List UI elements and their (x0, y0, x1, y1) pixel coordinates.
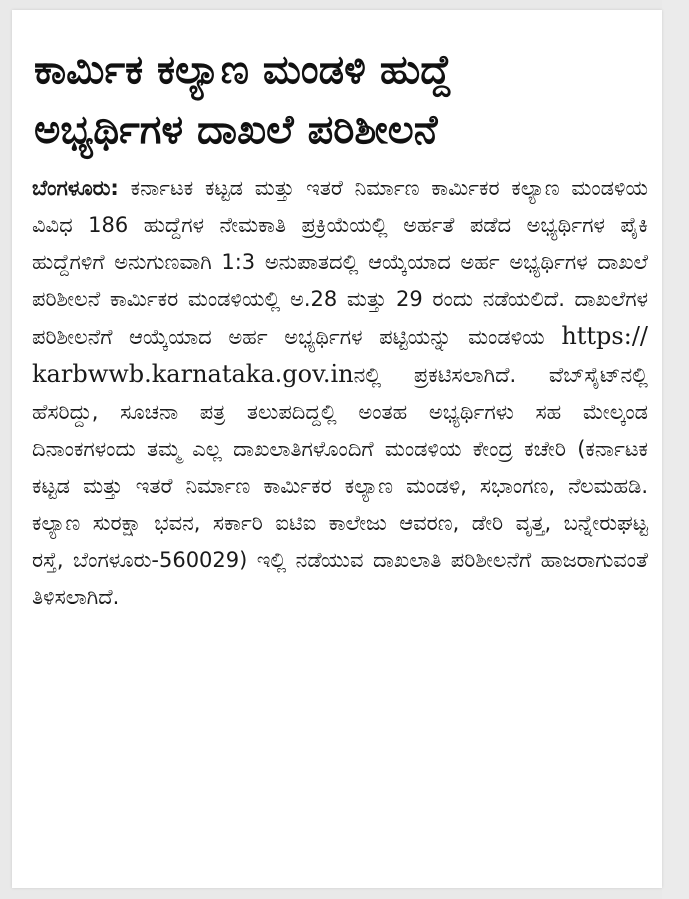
headline-line-1: ಕಾರ್ಮಿಕ ಕಲ್ಯಾಣ ಮಂಡಳಿ ಹುದ್ದೆ (34, 47, 452, 93)
body-text-part-1: ಕರ್ನಾಟಕ ಕಟ್ಟಡ ಮತ್ತು ಇತರೆ ನಿರ್ಮಾಣ ಕಾರ್ಮಿಕರ ಕಲ್ಯಾಣ ಮಂಡಳಿಯ ವಿವಿಧ 186 ಹುದ್ದೆಗಳ ನೇಮಕಾತಿ ಪ್ರಕ್ರಿಯೆಯಲ್ಲಿ ಅರ್ಹತೆ ಪಡೆದ ಅಭ್ಯರ್ಥಿಗಳ ಪೈಕಿ ಹುದ್ದೆಗಳಿಗೆ ಅನುಗುಣವಾಗಿ 1:3 ಅನುಪಾತದಲ್ಲಿ ಆಯ್ಕೆಯಾದ ಅರ್ಹ ಅಭ್ಯರ್ಥಿಗಳ ದಾಖಲೆ ಪರಿಶೀಲನೆ ಕಾರ್ಮಿಕರ ಮಂಡಳಿಯಲ್ಲಿ ಅ.28 ಮತ್ತು 29 ರಂದು ನಡೆಯಲಿದೆ. ದಾಖಲೆಗಳ ಪರಿಶೀಲನೆಗೆ ಆಯ್ಕೆಯಾದ ಅರ್ಹ ಅಭ್ಯರ್ಥಿಗಳ ಪಟ್ಟಿಯನ್ನು ಮಂಡಳಿಯ (32, 176, 648, 349)
background-edge (662, 0, 689, 899)
headline-line-2: ಅಭ್ಯರ್ಥಿಗಳ ದಾಖಲೆ ಪರಿಶೀಲನೆ (34, 107, 438, 153)
news-clipping (12, 10, 662, 888)
dateline: ಬೆಂಗಳೂರು: (32, 176, 119, 200)
body-text-part-2: ನಲ್ಲಿ ಪ್ರಕಟಿಸಲಾಗಿದೆ. ವೆಬ್‌ಸೈಟ್‌ನಲ್ಲಿ ಹೆಸರಿದ್ದು, ಸೂಚನಾ ಪತ್ರ ತಲುಪದಿದ್ದಲ್ಲಿ ಅಂತಹ ಅಭ್ಯರ್ಥಿಗಳು ಸಹ ಮೇಲ್ಕಂಡ ದಿನಾಂಕಗಳಂದು ತಮ್ಮ ಎಲ್ಲ ದಾಖಲಾತಿಗಳೊಂದಿಗೆ ಮಂಡಳಿಯ ಕೇಂದ್ರ ಕಚೇರಿ (ಕರ್ನಾಟಕ ಕಟ್ಟಡ ಮತ್ತು ಇತರೆ ನಿರ್ಮಾಣ ಕಾರ್ಮಿಕರ ಕಲ್ಯಾಣ ಮಂಡಳಿ, ಸಭಾಂಗಣ, ನೆಲಮಹಡಿ. ಕಲ್ಯಾಣ ಸುರಕ್ಷಾ ಭವನ, ಸರ್ಕಾರಿ ಐಟಿಐ ಕಾಲೇಜು ಆವರಣ, ಡೇರಿ ವೃತ್ತ, ಬನ್ನೇರುಘಟ್ಟ ರಸ್ತೆ, ಬೆಂಗಳೂರು-560029) ಇಲ್ಲಿ ನಡೆಯುವ ದಾಖಲಾತಿ ಪರಿಶೀಲನೆಗೆ ಹಾಜರಾಗುವಂತೆ ತಿಳಿಸಲಾಗಿದೆ. (32, 363, 648, 609)
article-body (32, 170, 648, 616)
website-url: https:// karbwwb.karnataka.gov.in (32, 322, 648, 388)
